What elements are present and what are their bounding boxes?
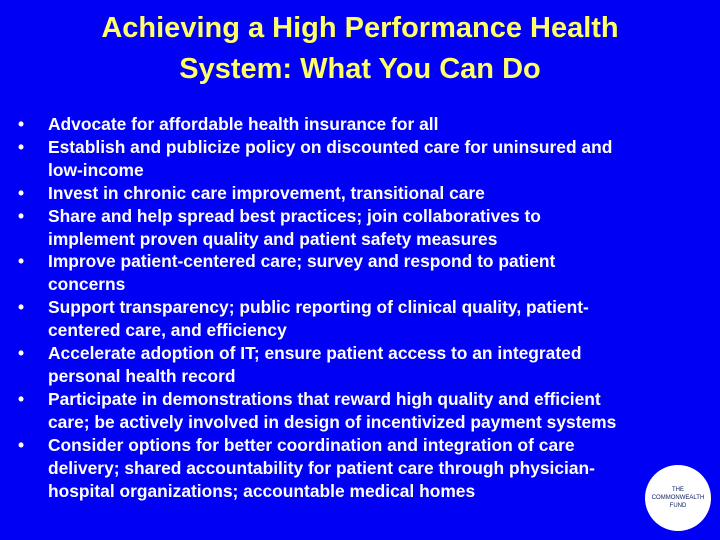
slide-title-line-2: System: What You Can Do xyxy=(179,53,541,85)
bullet-text: centered care, and efficiency xyxy=(48,320,287,341)
slide-title xyxy=(0,8,720,90)
bullet-marker: • xyxy=(18,205,25,226)
bullet-marker: • xyxy=(18,343,25,364)
bullet-marker: • xyxy=(18,251,25,272)
bullet-item xyxy=(18,113,708,136)
bullet-list xyxy=(18,113,708,502)
bullet-marker: • xyxy=(18,434,25,455)
logo-line-1: THE xyxy=(672,487,684,493)
bullet-item xyxy=(18,136,708,182)
bullet-text: Participate in demonstrations that reward high quality and efficient xyxy=(48,388,601,409)
bullet-marker: • xyxy=(18,388,25,409)
bullet-marker: • xyxy=(18,297,25,318)
bullet-text: Consider options for better coordination and integration of care xyxy=(48,434,575,455)
bullet-text: Advocate for affordable health insurance for all xyxy=(48,114,439,134)
commonwealth-fund-logo xyxy=(645,465,711,531)
bullet-item xyxy=(18,388,708,434)
bullet-marker: • xyxy=(18,136,25,157)
bullet-item xyxy=(18,205,708,251)
logo-line-3: FUND xyxy=(669,503,687,509)
bullet-marker: • xyxy=(18,182,25,203)
bullet-item xyxy=(18,250,708,296)
bullet-text: concerns xyxy=(48,274,126,295)
logo-line-2: COMMONWEALTH xyxy=(651,495,705,501)
bullet-item xyxy=(18,182,708,205)
bullet-marker: • xyxy=(18,114,25,134)
bullet-text: Invest in chronic care improvement, transitional care xyxy=(48,182,485,203)
bullet-text: Improve patient-centered care; survey and respond to patient xyxy=(48,251,556,272)
slide-title-line-1: Achieving a High Performance Health xyxy=(101,12,619,44)
bullet-text: low-income xyxy=(48,159,144,180)
bullet-item xyxy=(18,342,708,388)
bullet-text: Accelerate adoption of IT; ensure patient access to an integrated xyxy=(48,343,582,364)
bullet-text: hospital organizations; accountable medical homes xyxy=(48,480,476,501)
bullet-text: personal health record xyxy=(48,365,236,386)
bullet-text: Share and help spread best practices; join collaboratives to xyxy=(48,205,541,226)
bullet-text: Establish and publicize policy on discounted care for uninsured and xyxy=(48,136,613,157)
bullet-item xyxy=(18,296,708,342)
bullet-text: delivery; shared accountability for patient care through physician- xyxy=(48,457,595,478)
bullet-text: implement proven quality and patient safety measures xyxy=(48,228,498,249)
bullet-text: care; be actively involved in design of incentivized payment systems xyxy=(48,411,617,432)
bullet-text: Support transparency; public reporting of clinical quality, patient- xyxy=(48,297,589,318)
bullet-item xyxy=(18,434,708,503)
